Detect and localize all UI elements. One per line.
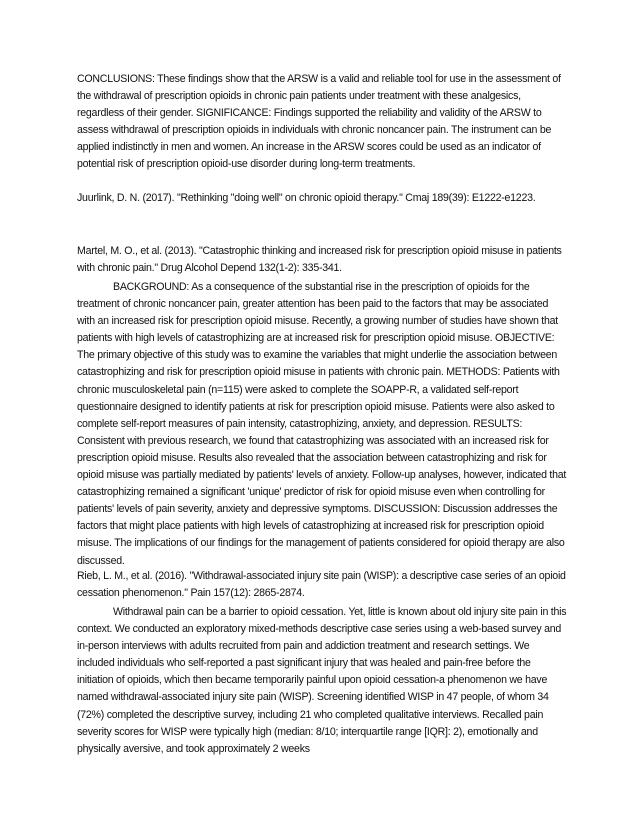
reference-rieb bbox=[77, 568, 567, 602]
conclusions-paragraph bbox=[77, 71, 567, 174]
reference-juurlink bbox=[77, 190, 567, 207]
conclusions-text: CONCLUSIONS: These findings show that the ARSW is a valid and reliable tool for use in the assessment of the withdrawal of prescription opioids in chronic pain patients under treatment with these analgesics, regardless of their gender. SIGNIFICANCE: Findings supported the reliability and validity of the ARSW to assess withdrawal of prescription opioids in individuals with chronic noncancer pain. The instrument can be applied indistinctly in men and women. An increase in the ARSW scores could be used as an indicator of potential risk of prescription opioid-use disorder during long-term treatments. bbox=[77, 73, 561, 171]
reference-citation: Martel, M. O., et al. (2013). "Catastrophic thinking and increased risk for prescription opioid misuse in patients with chronic pain." Drug Alcohol Depend 132(1-2): 335-341. bbox=[77, 245, 562, 275]
reference-abstract: BACKGROUND: As a consequence of the substantial rise in the prescription of opioids for the treatment of chronic noncancer pain, greater attention has been paid to the factors that may be associated with an increased risk for prescription opioid misuse. Recently, a growing number of studies have shown that patients with high levels of catastrophizing are at increased risk for prescription opioid misuse. OBJECTIVE: The primary objective of this study was to examine the variables that might underlie the association between catastrophizing and risk for prescription opioid misuse in patients with chronic pain. METHODS: Patients with chronic musculoskeletal pain (n=115) were asked to complete the SOAPP-R, a validated self-report questionnaire designed to identify patients at risk for prescription opioid misuse. Patients were also asked to complete self-report measures of pain intensity, catastrophizing, anxiety, and depression. RESULTS: Consistent with previous research, we found that catastrophizing was associated with an increased risk for prescription opioid misuse. Results also revealed that the association between catastrophizing and risk for opioid misuse was partially mediated by patients' levels of anxiety. Follow-up analyses, however, indicated that catastrophizing remained a significant 'unique' predictor of risk for opioid misuse even when controlling for patients' levels of pain severity, anxiety and depressive symptoms. DISCUSSION: Discussion addresses the factors that might place patients with high levels of catastrophizing at increased risk for prescription opioid misuse. The implications of our findings for the management of patients considered for opioid therapy are also discussed. bbox=[77, 281, 567, 567]
abstract-martel bbox=[77, 279, 567, 570]
reference-abstract: Withdrawal pain can be a barrier to opioid cessation. Yet, little is known about old injury site pain in this context. We conducted an exploratory mixed-methods descriptive case series using a web-based survey and in-person interviews with adults recruited from pain and addiction treatment and research settings. We included individuals who self-reported a past significant injury that was healed and pain-free before the initiation of opioids, which then became temporarily painful upon opioid cessation-a phenomenon we have named withdrawal-associated injury site pain (WISP). Screening identified WISP in 47 people, of whom 34 (72%) completed the descriptive survey, including 21 who completed qualitative interviews. Recalled pain severity scores for WISP were typically high (median: 8/10; interquartile range [IQR]: 2), emotionally and physically aversive, and took approximately 2 weeks bbox=[77, 606, 567, 755]
reference-martel bbox=[77, 243, 567, 277]
reference-citation: Rieb, L. M., et al. (2016). "Withdrawal-associated injury site pain (WISP): a descriptive case series of an opioid cessation phenomenon." Pain 157(12): 2865-2874. bbox=[77, 570, 566, 600]
reference-citation: Juurlink, D. N. (2017). "Rethinking "doing well" on chronic opioid therapy." Cmaj 189(39): E1222-e1223. bbox=[77, 192, 536, 204]
abstract-rieb bbox=[77, 604, 567, 758]
